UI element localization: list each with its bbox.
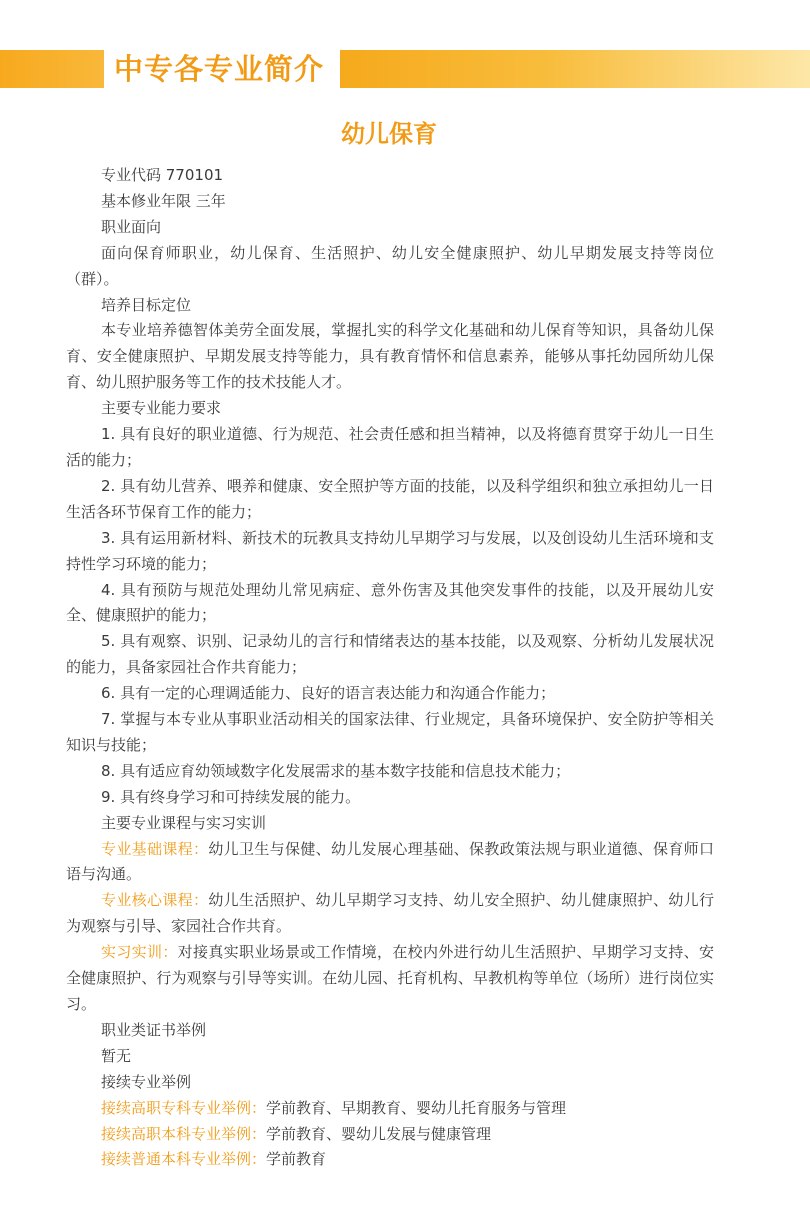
ability-item: 5. 具有观察、识别、记录幼儿的言行和情绪表达的基本技能，以及观察、分析幼儿发展状况的能力，具备家园社合作共育能力； [66, 632, 714, 677]
ability-item: 4. 具有预防与规范处理幼儿常见病症、意外伤害及其他突发事件的技能，以及开展幼儿安全、健康照护的能力； [66, 580, 714, 625]
practice-training-text: 对接真实职业场景或工作情境，在校内外进行幼儿生活照护、早期学习支持、安全健康照护、行为观察与引导等实训。在幼儿园、托育机构、早教机构等单位（场所）进行岗位实习。 [66, 943, 714, 1013]
ability-item: 2. 具有幼儿营养、喂养和健康、安全照护等方面的技能，以及科学组织和独立承担幼儿一日生活各环节保育工作的能力； [66, 476, 714, 521]
basic-courses-text: 幼儿卫生与保健、幼儿发展心理基础、保教政策法规与职业道德、保育师口语与沟通。 [66, 839, 714, 884]
practice-training-label: 实习实训： [101, 943, 178, 962]
career-text: 面向保育师职业，幼儿保育、生活照护、幼儿安全健康照护、幼儿早期发展支持等岗位（群）。 [66, 243, 714, 288]
basic-courses [66, 837, 714, 889]
ability-item: 3. 具有运用新材料、新技术的玩教具支持幼儿早期学习与发展，以及创设幼儿生活环境和支持性学习环境的能力； [66, 528, 714, 573]
ability-item: 8. 具有适应育幼领域数字化发展需求的基本数字技能和信息技术能力； [101, 761, 571, 780]
certificates-heading: 职业类证书举例 [101, 1020, 207, 1039]
ability-item: 1. 具有良好的职业道德、行为规范、社会责任感和担当精神，以及将德育贯穿于幼儿一日生活的能力； [66, 425, 714, 469]
basic-courses-label: 专业基础课程： [101, 839, 209, 858]
vocational-bachelor-text: 学前教育、婴幼儿发展与健康管理 [266, 1124, 492, 1143]
banner-title: 中专各专业简介 [114, 52, 325, 86]
goal-text: 本专业培养德智体美劳全面发展，掌握扎实的科学文化基础和幼儿保育等知识，具备幼儿保育、安全健康照护、早期发展支持等能力，具有教育情怀和信息素养，能够从事托幼园所幼儿保育、幼儿照护服务等工作的技术技能人才。 [66, 321, 714, 392]
core-courses [66, 888, 714, 940]
ability-item: 7. 掌握与本专业从事职业活动相关的国家法律、行业规定，具备环境保护、安全防护等相关知识与技能； [66, 710, 714, 754]
higher-vocational-text: 学前教育、早期教育、婴幼儿托育服务与管理 [266, 1098, 567, 1117]
general-bachelor-majors [66, 1147, 714, 1173]
certificates-text: 暂无 [101, 1046, 132, 1065]
general-bachelor-label: 接续普通本科专业举例： [101, 1150, 267, 1169]
higher-vocational-label: 接续高职专科专业举例： [101, 1098, 267, 1117]
banner-bar-left [0, 50, 104, 88]
general-bachelor-text: 学前教育 [266, 1150, 327, 1169]
banner-bar-right [340, 50, 810, 88]
core-courses-text: 幼儿生活照护、幼儿早期学习支持、幼儿安全照护、幼儿健康照护、幼儿行为观察与引导、家园社合作共育。 [66, 891, 714, 936]
goal-heading: 培养目标定位 [101, 295, 192, 314]
practice-training [66, 940, 714, 1018]
header-banner [0, 50, 810, 88]
major-code: 专业代码 770101 [101, 166, 224, 184]
ability-heading: 主要专业能力要求 [101, 399, 222, 418]
major-title: 幼儿保育 [341, 120, 437, 148]
core-courses-label: 专业核心课程： [101, 891, 209, 910]
vocational-bachelor-label: 接续高职本科专业举例： [101, 1124, 267, 1143]
higher-vocational-majors [66, 1096, 714, 1122]
further-heading: 接续专业举例 [101, 1072, 192, 1091]
courses-heading: 主要专业课程与实习实训 [101, 813, 267, 832]
vocational-bachelor-majors [66, 1122, 714, 1148]
ability-item: 9. 具有终身学习和可持续发展的能力。 [101, 787, 361, 806]
career-heading: 职业面向 [101, 217, 162, 236]
ability-item: 6. 具有一定的心理调适能力、良好的语言表达能力和沟通合作能力； [101, 684, 556, 703]
major-description [66, 163, 714, 1173]
study-duration: 基本修业年限 三年 [101, 191, 226, 210]
